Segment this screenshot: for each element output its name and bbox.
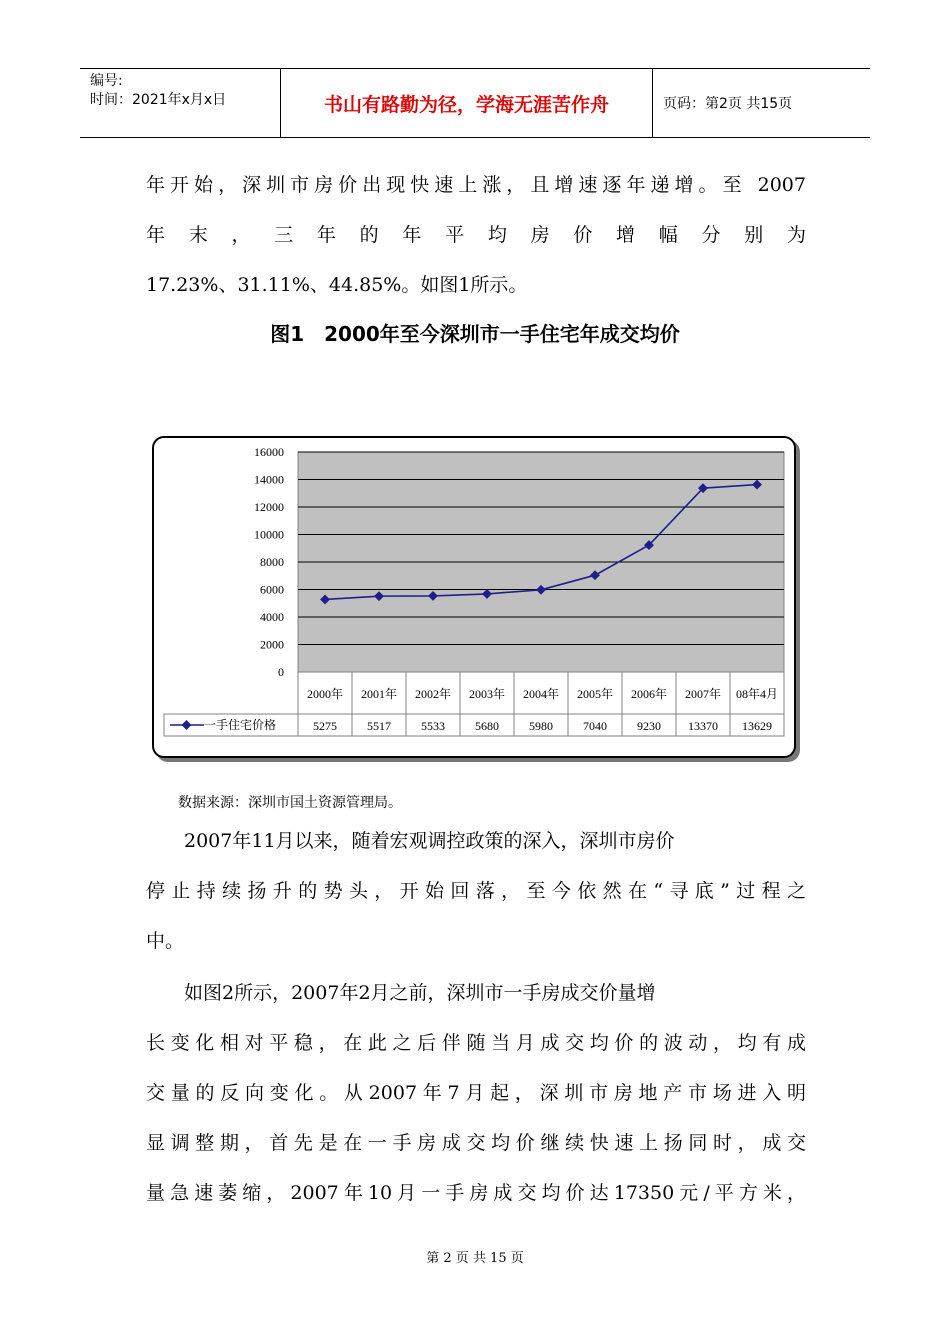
data-value-label: 5275 bbox=[313, 719, 337, 733]
y-tick-label: 8000 bbox=[260, 555, 284, 569]
para2-line1: 2007年11月以来，随着宏观调控政策的深入，深圳市房价 bbox=[184, 830, 675, 852]
header-meta bbox=[80, 69, 281, 137]
header-page-info: 页码：第2页 共15页 bbox=[663, 96, 793, 112]
header-code: 编号: bbox=[90, 73, 123, 89]
x-category-label: 2007年 bbox=[684, 687, 722, 701]
page-footer: 第 2 页 共 15 页 bbox=[426, 1251, 524, 1266]
chart-frame bbox=[152, 436, 796, 758]
x-category-label: 2000年 bbox=[306, 687, 344, 701]
para1-line1: 年开始，深圳市房价出现快速上涨，且增速逐年递增。至 2007 bbox=[146, 174, 806, 196]
y-tick-label: 2000 bbox=[260, 637, 284, 652]
x-category-label: 2003年 bbox=[468, 687, 506, 701]
y-tick-label: 10000 bbox=[254, 527, 284, 542]
figure-title: 图1 2000年至今深圳市一手住宅年成交均价 bbox=[270, 322, 680, 346]
x-category-label: 2005年 bbox=[576, 687, 614, 701]
para1-line2: 年末，三年的年平均房价增幅分别为 bbox=[146, 224, 806, 246]
y-tick-label: 14000 bbox=[254, 472, 284, 487]
x-category-label: 2006年 bbox=[630, 687, 668, 701]
data-value-label: 9230 bbox=[637, 719, 661, 733]
legend-label: 一手住宅价格 bbox=[204, 718, 277, 732]
para2-line3: 中。 bbox=[146, 930, 185, 952]
x-category-label: 2002年 bbox=[414, 687, 452, 701]
y-tick-label: 12000 bbox=[254, 500, 284, 514]
price-line-chart bbox=[154, 438, 794, 756]
x-category-label: 2004年 bbox=[522, 687, 560, 701]
data-value-label: 5680 bbox=[475, 719, 499, 733]
para2-line2: 停止持续扬升的势头，开始回落，至今依然在“寻底”过程之 bbox=[146, 880, 806, 902]
y-tick-label: 0 bbox=[278, 665, 284, 679]
para3-line5: 量急速萎缩，2007年10月一手房成交均价达17350元/平方米， bbox=[146, 1182, 806, 1204]
data-value-label: 5980 bbox=[529, 719, 553, 733]
page-header bbox=[80, 68, 870, 138]
data-source: 数据来源：深圳市国土资源管理局。 bbox=[178, 795, 402, 811]
data-value-label: 13370 bbox=[688, 719, 718, 733]
para3-line3: 交量的反向变化。从2007年7月起，深圳市房地产市场进入明 bbox=[146, 1082, 806, 1104]
data-value-label: 5533 bbox=[421, 719, 445, 733]
x-category-label: 2001年 bbox=[360, 687, 398, 701]
data-value-label: 7040 bbox=[583, 719, 607, 733]
para1-line3: 17.23%、31.11%、44.85%。如图1所示。 bbox=[146, 274, 528, 296]
para3-line2: 长变化相对平稳，在此之后伴随当月成交均价的波动，均有成 bbox=[146, 1032, 806, 1054]
data-value-label: 5517 bbox=[367, 719, 391, 733]
header-motto: 书山有路勤为径，学海无涯苦作舟 bbox=[281, 69, 653, 137]
header-time: 时间：2021年x月x日 bbox=[90, 92, 227, 108]
para3-line4: 显调整期，首先是在一手房成交均价继续快速上扬同时，成交 bbox=[146, 1132, 806, 1154]
y-tick-label: 16000 bbox=[254, 445, 284, 459]
y-tick-label: 6000 bbox=[260, 582, 284, 597]
y-tick-label: 4000 bbox=[260, 610, 284, 624]
x-category-label: 08年4月 bbox=[735, 687, 779, 701]
data-value-label: 13629 bbox=[742, 719, 772, 733]
para3-line1: 如图2所示，2007年2月之前，深圳市一手房成交价量增 bbox=[184, 982, 656, 1004]
